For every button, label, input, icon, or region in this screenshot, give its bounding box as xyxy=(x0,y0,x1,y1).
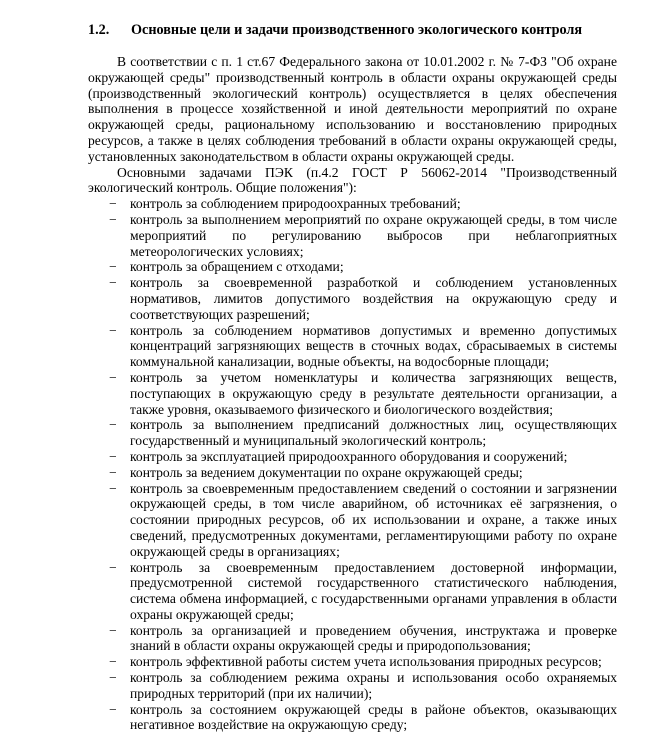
list-item xyxy=(88,417,617,449)
list-item-text: контроль за своевременным предоставлением достоверной информации, предусмотренной системой государственного статистического наблюдения, система обмена информацией, с государственными органами управления в области охраны окружающей среды; xyxy=(130,559,617,622)
list-item-text: контроль за ведением документации по охране окружающей среды; xyxy=(130,464,523,480)
list-item-text: контроль за своевременным предоставлением сведений о состоянии и загрязнении окружающей среды, в том числе аварийном, об источниках её загрязнения, о состоянии природных ресурсов, об их использовании и охране, а также иных сведений, предусмотренных документами, регламентирующими работу по охране окружающей среды в организациях; xyxy=(130,480,617,559)
section-number: 1.2. xyxy=(88,22,110,38)
intro-paragraph: В соответствии с п. 1 ст.67 Федерального закона от 10.01.2002 г. № 7-ФЗ "Об охране окружающей среды" производственный контроль в области охраны окружающей среды (производственный экологический контроль) осуществляется в целях обеспечения выполнения в процессе хозяйственной и иной деятельности мероприятий по охране окружающей среды, рациональному использованию и восстановлению природных ресурсов, а также в целях соблюдения требований в области охраны окружающей среды, установленных законодательством в области охраны окружающей среды. xyxy=(88,54,617,164)
list-item-text: контроль за эксплуатацией природоохранного оборудования и сооружений; xyxy=(130,448,568,464)
list-bullet: − xyxy=(109,448,117,464)
list-item-text: контроль эффективной работы систем учета использования природных ресурсов; xyxy=(130,654,602,670)
list-item xyxy=(88,465,617,481)
list-bullet: − xyxy=(109,369,117,385)
list-bullet: − xyxy=(109,259,117,275)
list-bullet: − xyxy=(109,196,117,212)
list-bullet: − xyxy=(109,211,117,227)
list-bullet: − xyxy=(109,480,117,496)
list-item xyxy=(88,449,617,465)
list-item xyxy=(88,370,617,417)
tasks-intro-paragraph: Основными задачами ПЭК (п.4.2 ГОСТ Р 56062-2014 "Производственный экологический контроль. Общие положения"): xyxy=(88,164,617,196)
tasks-list xyxy=(88,196,617,733)
list-item-text: контроль за выполнением предписаний должностных лиц, осуществляющих государственный и муниципальный экологический контроль; xyxy=(130,417,617,449)
list-item xyxy=(88,560,617,623)
list-item xyxy=(88,212,617,259)
list-bullet: − xyxy=(109,275,117,291)
list-item xyxy=(88,702,617,734)
list-bullet: − xyxy=(109,464,117,480)
list-item-text: контроль за учетом номенклатуры и количества загрязняющих веществ, поступающих в окружающую среду в результате деятельности организации, а также уровня, оказываемого физического и биологического воздействия; xyxy=(130,369,617,417)
list-item xyxy=(88,275,617,322)
list-item-text: контроль за состоянием окружающей среды в районе объектов, оказывающих негативное воздействие на окружающую среду; xyxy=(130,701,617,733)
list-item-text: контроль за соблюдением нормативов допустимых и временно допустимых концентраций загрязняющих веществ в сточных водах, сбрасываемых в системы коммунальной канализации, водные объекты, на водосборные площади; xyxy=(130,322,617,370)
section-title: Основные цели и задачи производственного экологического контроля xyxy=(131,22,583,38)
list-bullet: − xyxy=(109,622,117,638)
list-item xyxy=(88,623,617,655)
list-item-text: контроль за организацией и проведением обучения, инструктажа и проверке знаний в области охраны окружающей среды и природопользования; xyxy=(130,622,617,654)
list-item xyxy=(88,196,617,212)
list-bullet: − xyxy=(109,654,117,670)
section-heading xyxy=(88,20,628,40)
list-item xyxy=(88,323,617,370)
list-bullet: − xyxy=(109,559,117,575)
list-item-text: контроль за соблюдением режима охраны и использования особо охраняемых природных территорий (при их наличии); xyxy=(130,670,617,701)
list-bullet: − xyxy=(109,701,117,717)
list-item-text: контроль за соблюдением природоохранных требований; xyxy=(130,196,461,212)
list-item xyxy=(88,670,617,702)
list-item-text: контроль за выполнением мероприятий по охране окружающей среды, в том числе мероприятий по регулированию выбросов при неблагоприятных метеорологических условиях; xyxy=(130,211,617,259)
list-item xyxy=(88,654,617,670)
list-bullet: − xyxy=(109,417,117,433)
list-item xyxy=(88,259,617,275)
list-bullet: − xyxy=(109,322,117,338)
document-body xyxy=(88,54,617,733)
list-item-text: контроль за обращением с отходами; xyxy=(130,259,344,275)
list-bullet: − xyxy=(109,670,117,686)
list-item xyxy=(88,481,617,560)
list-item-text: контроль за своевременной разработкой и соблюдением установленных нормативов, лимитов допустимого воздействия на окружающую среду и соответствующих разрешений; xyxy=(130,275,617,322)
